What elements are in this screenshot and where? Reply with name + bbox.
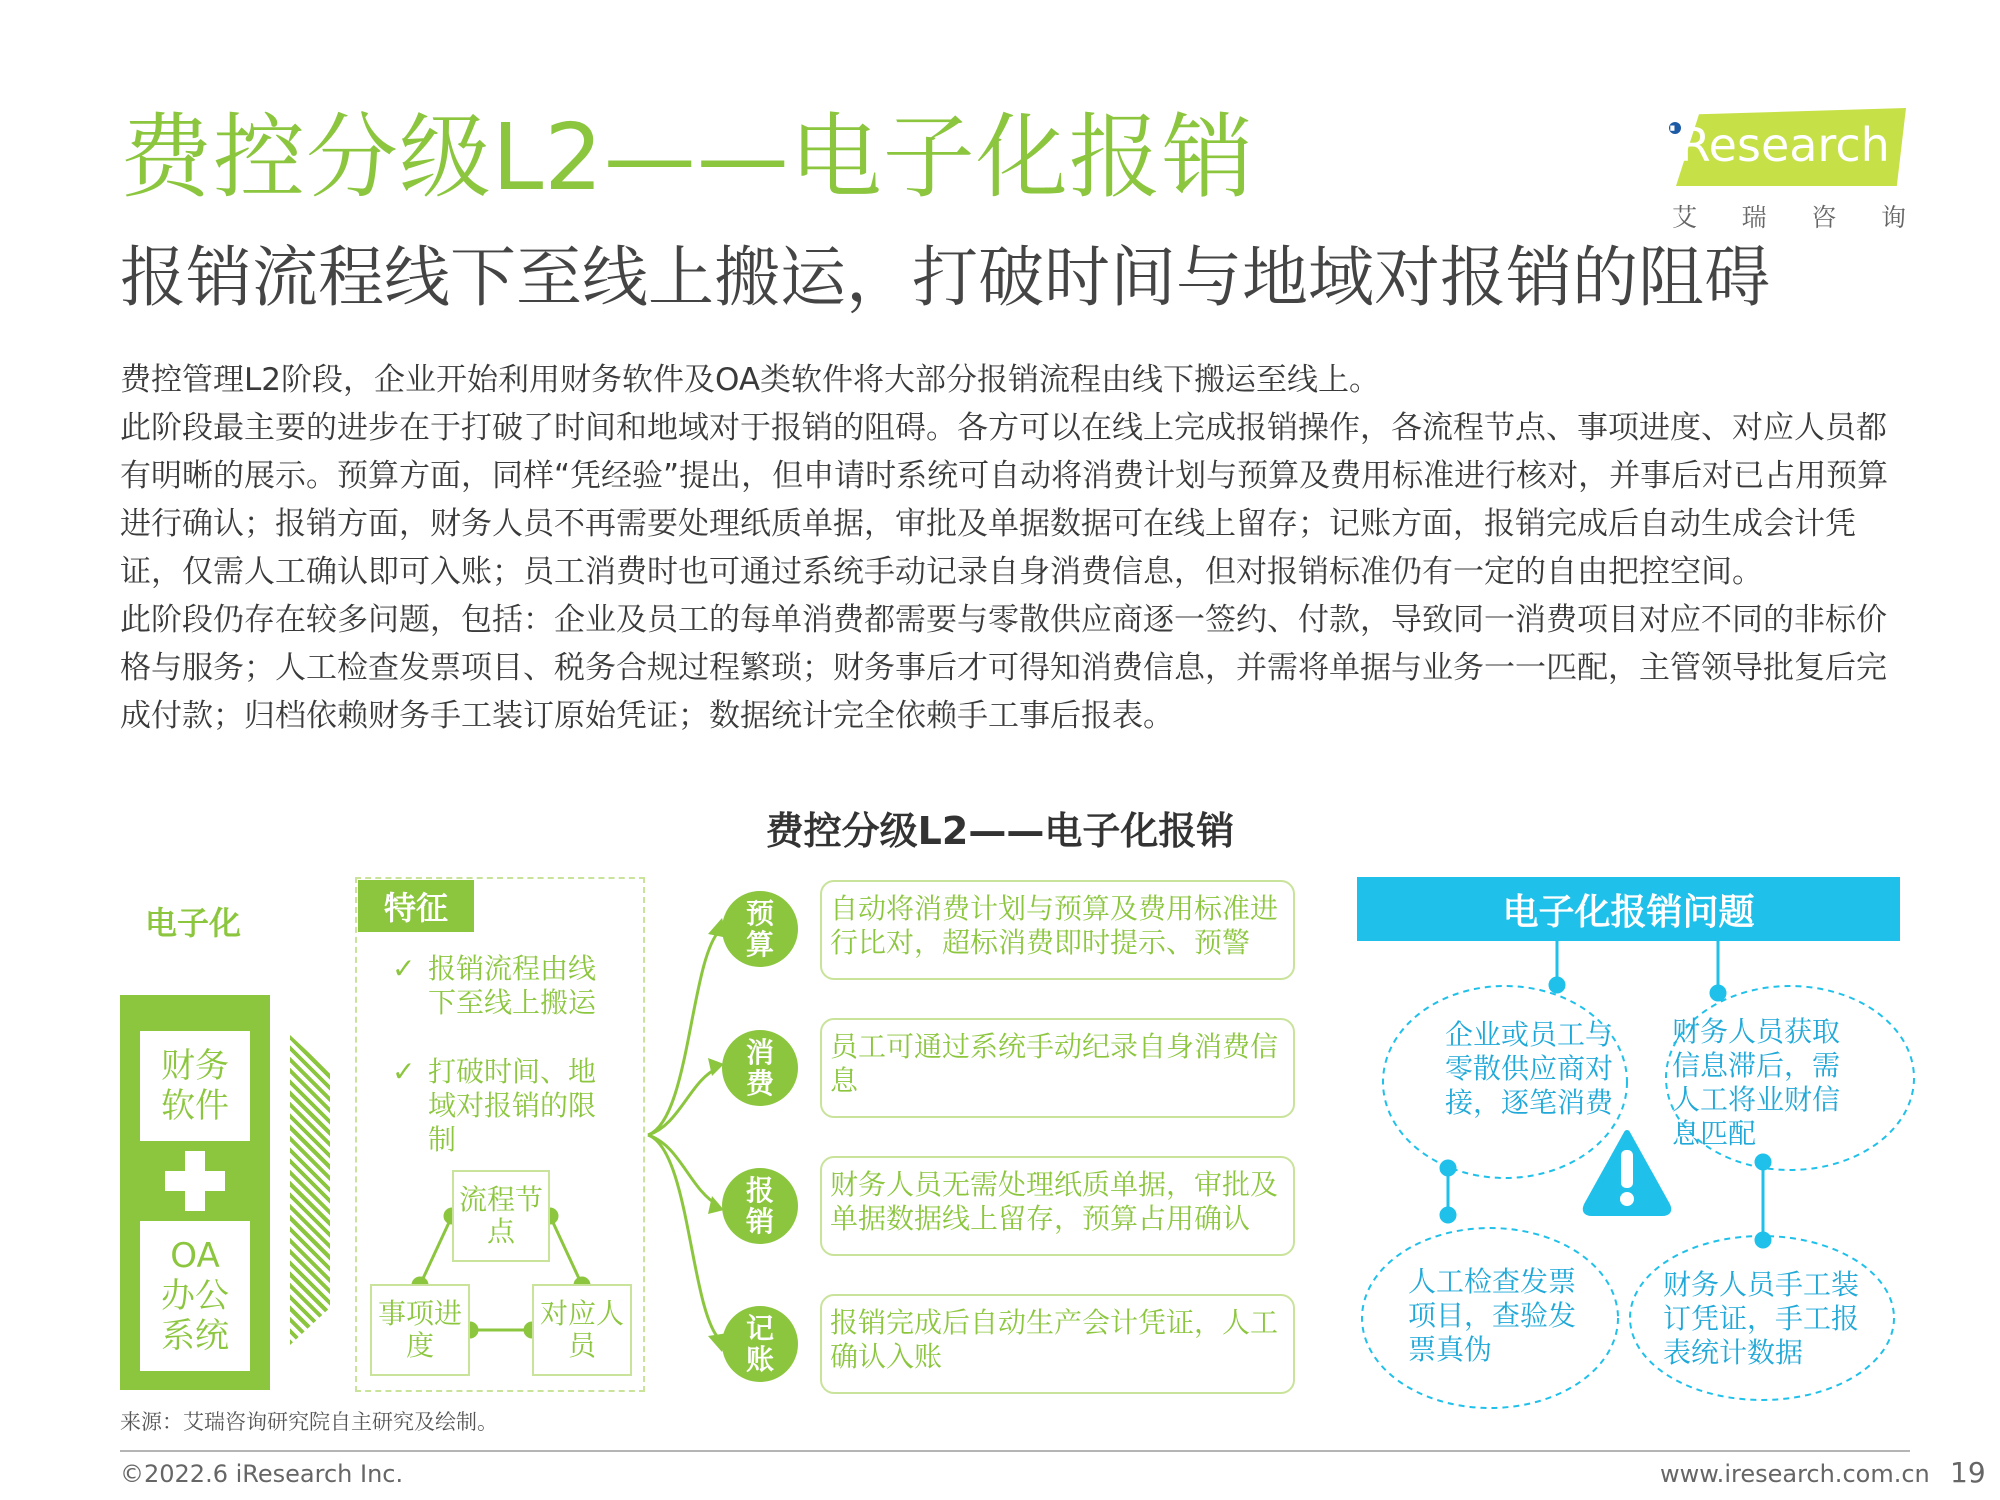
feature-tag: 特征 (358, 880, 474, 932)
logo-char: 咨 (1811, 203, 1837, 232)
copyright: ©2022.6 iResearch Inc. (120, 1460, 404, 1488)
page-title: 费控分级L2——电子化报销 (120, 104, 1255, 211)
paragraph: 费控管理L2阶段，企业开始利用财务软件及OA类软件将大部分报销流程由线下搬运至线上。 (120, 362, 1381, 398)
finance-software-box: 财务软件 (140, 1031, 250, 1141)
step-box-consume: 员工可通过系统手动纪录自身消费信息 (820, 1018, 1295, 1118)
problems-header: 电子化报销问题 (1357, 877, 1900, 941)
paragraph: 此阶段最主要的进步在于打破了时间和地域对于报销的阻碍。各方可以在线上完成报销操作，各流程节点、事项进度、对应人员都有明晰的展示。预算方面，同样“凭经验”提出，但申请时系统可自动将消费计划与预算及费用标准进行核对，并事后对已占用预算进行确认；报销方面，财务人员不再需要处理纸质单据，审批及单据数据可在线上留存；记账方面，报销完成后自动生成会计凭证，仅需人工确认即可入账；员工消费时也可通过系统手动记录自身消费信息，但对报销标准仍有一定的自由把控空间。 (120, 410, 1889, 590)
step-circle-bookkeeping (722, 1306, 798, 1382)
step-box-budget: 自动将消费计划与预算及费用标准进行比对，超标消费即时提示、预警 (820, 880, 1295, 980)
electronic-label: 电子化 (145, 904, 242, 942)
paragraph: 此阶段仍存在较多问题，包括：企业及员工的每单消费都需要与零散供应商逐一签约、付款，导致同一消费项目对应不同的非标价格与服务；人工检查发票项目、税务合规过程繁琐；财务事后才可得知消费信息，并需将单据与业务一一匹配，主管领导批复后完成付款；归档依赖财务手工装订原始凭证；数据统计完全依赖手工事后报表。 (120, 602, 1887, 734)
problem-item: 人工检查发票项目，查验发票真伪 (1408, 1265, 1577, 1366)
logo-char: 艾 (1672, 203, 1698, 232)
step-circle-label: 报销 (745, 1174, 774, 1238)
step-circle-consume (722, 1030, 798, 1106)
step-box-reimburse: 财务人员无需处理纸质单据，审批及单据数据线上留存，预算占用确认 (820, 1156, 1295, 1256)
step-box-bookkeeping: 报销完成后自动生产会计凭证，人工确认入账 (820, 1294, 1295, 1394)
logo-char: 瑞 (1741, 203, 1767, 232)
page-subtitle: 报销流程线下至线上搬运，打破时间与地域对报销的阻碍 (120, 239, 1770, 316)
logo-char: 询 (1880, 203, 1906, 232)
diagram-title: 费控分级L2——电子化报销 (765, 809, 1235, 853)
website-link[interactable]: www.iresearch.com.cn (1660, 1460, 1930, 1488)
check-icon: ✓ (392, 952, 416, 985)
source-note: 来源：艾瑞咨询研究院自主研究及绘制。 (120, 1410, 498, 1434)
page-number: 19 (1950, 1456, 1986, 1489)
step-circle-reimburse (722, 1168, 798, 1244)
footer-divider (120, 1450, 1910, 1452)
node-personnel: 对应人员 (532, 1284, 632, 1376)
step-circle-label: 预算 (745, 897, 774, 961)
problem-item: 财务人员手工装订凭证，手工报表统计数据 (1663, 1268, 1860, 1369)
step-circle-budget (722, 891, 798, 967)
feature-item: 报销流程由线下至线上搬运 (428, 952, 597, 1019)
problem-item: 企业或员工与零散供应商对接，逐笔消费 (1445, 1018, 1614, 1119)
check-icon: ✓ (392, 1055, 416, 1088)
logo-text: iResearch (1666, 118, 1890, 172)
oa-system-box: OA办公系统 (140, 1221, 250, 1371)
feature-item: 打破时间、地域对报销的限制 (428, 1055, 597, 1156)
step-circle-label: 记账 (745, 1312, 774, 1376)
problem-item: 财务人员获取信息滞后，需人工将业财信息匹配 (1672, 1015, 1841, 1150)
node-progress: 事项进度 (370, 1284, 470, 1376)
step-circle-label: 消费 (745, 1036, 774, 1100)
node-process: 流程节点 (452, 1170, 550, 1262)
